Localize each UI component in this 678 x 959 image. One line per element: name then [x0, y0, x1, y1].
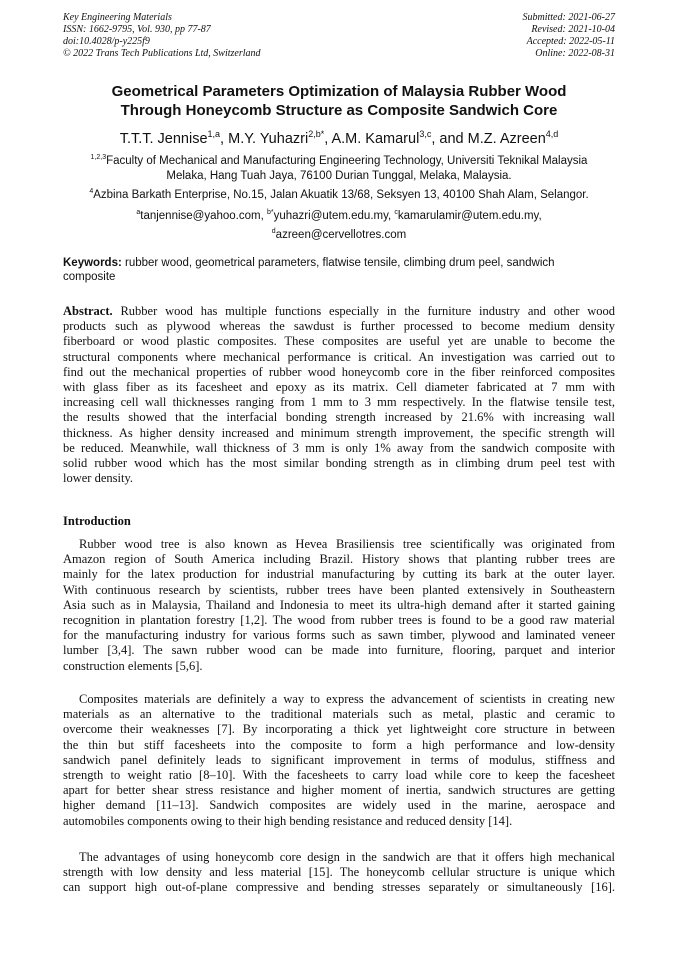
abstract-line: thickness. As higher density increased and minimum strength improvement, the specific strength will	[63, 425, 615, 440]
affiliation-sup: 4	[89, 188, 94, 195]
keywords-text: composite	[63, 271, 116, 283]
affiliation-line: Faculty of Mechanical and Manufacturing Engineering Technology, Universiti Teknikal Malaysia	[106, 154, 588, 167]
affiliation	[60, 150, 618, 184]
affiliation	[60, 184, 618, 203]
abstract-line: increasing cell wall thicknesses ranging from 1 mm to 3 mm respectively. In the flatwise tensile test,	[63, 395, 615, 410]
abstract-label: Abstract.	[63, 304, 113, 318]
journal-copyright: © 2022 Trans Tech Publications Ltd, Switzerland	[63, 48, 261, 59]
affiliation-line: Melaka, Hang Tuah Jaya, 76100 Durian Tunggal, Melaka, Malaysia.	[166, 169, 512, 182]
paragraph-line: automobiles components owing to their high bending resistance and reduced density [14].	[63, 813, 513, 828]
journal-info	[63, 12, 261, 60]
paragraph-line: for the manufacturing industry for various forms such as sawn timber, plywood and laminated veneer	[63, 628, 615, 643]
email-list: $^a$tanjennise@yahoo.com, $^{b*}$yuhazri@utem.edu.my, $^c$kamarulamir@utem.edu.my, $^d$azreen@cervellotres.com	[136, 209, 542, 241]
keywords-text: rubber wood, geometrical parameters, flatwise tensile, climbing drum peel, sandwich	[121, 257, 555, 269]
abstract-line: products such as plywood whereas the sawdust is further processed to become medium density	[63, 319, 615, 334]
paragraph-line: the thin but stiff facesheets into the composite to form a high performance and low-density	[63, 737, 615, 752]
paragraph-line: strength to weight ratio [8–10]. With the facesheets to carry load while core to keep the facesheet	[63, 768, 615, 783]
date-revised: Revised: 2021-10-04	[531, 24, 615, 35]
paragraph-line: mainly for the latex production for industrial manufacturing by cutting its bark at the outer layer.	[63, 567, 615, 582]
submission-dates	[523, 12, 616, 60]
abstract-line: lower density.	[63, 471, 134, 486]
paragraph-line: Rubber wood tree is also known as Hevea Brasiliensis tree scientifically was originated from	[79, 537, 615, 551]
abstract-line: structural components where mechanical performance is critical. An investigation was carried out to	[63, 349, 615, 364]
paragraph-line: can support high out-of-plane compressive and bending stresses separately or simultaneously [16].	[63, 880, 615, 895]
paragraph-line: Composites materials are definitely a way to express the advancement of scientists in creating new	[79, 692, 615, 706]
title-line: Through Honeycomb Structure as Composite Sandwich Core	[120, 102, 558, 119]
abstract-line: fiberboard or wood plastic composites. These composites are useful yet are unable to become the	[63, 334, 615, 349]
paragraph-line: materials as an alternative to the traditional materials such as metal, plastic and ceramic to	[63, 707, 615, 722]
abstract-line: be reduced. Meanwhile, wall thickness of 3 mm is only 1% away from the sandwich composite with	[63, 440, 615, 455]
date-accepted: Accepted: 2022-05-11	[526, 36, 615, 47]
paragraph-line: apart for better shear stress resistance and higher moment of inertia, sandwich structures are getting	[63, 783, 615, 798]
title-line: Geometrical Parameters Optimization of Malaysia Rubber Wood	[111, 83, 567, 100]
paragraph-line: overcome their weaknesses [7]. By incorporating a thick yet lightweight core structure in between	[63, 722, 615, 737]
email-link[interactable]: azreen@cervellotres.com	[275, 228, 407, 241]
paragraph-line: recognition in plantation forestry [1,2]. The wood from rubber trees is found to be a good raw material	[63, 613, 615, 628]
abstract-line: find out the mechanical properties of rubber wood honeycomb core in the fiber reinforced composites	[63, 364, 615, 379]
paragraph-line: strength with low density and less material [15]. The honeycomb cellular structure is unique which	[63, 865, 615, 880]
journal-doi: doi:10.4028/p-y225f9	[63, 36, 150, 47]
paragraph-line: Asia such as in Malaysia, Thailand and Indonesia to meet its ultra-high demand after it started gaining	[63, 597, 615, 612]
paragraph	[63, 537, 615, 674]
abstract-line: with glass fiber as its facesheet and epoxy as its matrix. Cell diameter fabricated at 7 mm with	[63, 380, 615, 395]
keywords-label: Keywords:	[63, 257, 122, 269]
paragraph	[63, 692, 615, 829]
author-separator: ,	[324, 130, 332, 147]
author-separator: , and	[431, 130, 468, 147]
author-name: M.Y. Yuhazri	[228, 130, 309, 147]
paragraph-line: higher demand [11–13]. Sandwich composites are widely used in the marine, aerospace and	[63, 798, 615, 813]
author-name: T.T.T. Jennise	[119, 130, 208, 147]
author-separator: ,	[220, 130, 229, 147]
email-link[interactable]: tanjennise@yahoo.com,	[140, 209, 267, 222]
paragraph	[63, 850, 615, 896]
paragraph-line: lumber [3,4]. The sawn rubber wood can be made into furniture, flooring, parquet and interior	[63, 643, 615, 658]
paragraph-line: Amazon region of South America including Brazil. History shows that planting rubber trees are	[63, 552, 615, 567]
paragraph-line: construction elements [5,6].	[63, 658, 203, 673]
date-online: Online: 2022-08-31	[535, 48, 615, 59]
journal-issn: ISSN: 1662-9795, Vol. 930, pp 77-87	[63, 24, 211, 35]
author-list	[20, 125, 658, 148]
date-submitted: Submitted: 2021-06-27	[522, 12, 615, 23]
keywords	[63, 256, 615, 284]
email-link[interactable]: kamarulamir@utem.edu.my,	[397, 209, 542, 222]
author-name: M.Z. Azreen	[467, 130, 546, 147]
affiliation-line: Azbina Barkath Enterprise, No.15, Jalan Akuatik 13/68, Seksyen 13, 40100 Shah Alam, Selangor.	[93, 188, 589, 201]
affiliation-sup: 1,2,3	[90, 154, 107, 161]
section-heading: Introduction	[63, 514, 131, 528]
paper-title	[40, 82, 638, 120]
journal-name: Key Engineering Materials	[63, 12, 172, 23]
paragraph-line: With continuous research by scientists, rubber trees have been planted extensively in Southeastern	[63, 582, 615, 597]
author-sup: 1,a	[207, 129, 221, 139]
abstract-text: Rubber wood has multiple functions especially in the furniture industry and other wood	[112, 304, 615, 318]
paragraph-line: The advantages of using honeycomb core design in the sandwich are that it offers high mechanical	[79, 850, 615, 864]
author-sup: 4,d	[545, 129, 559, 139]
abstract	[63, 304, 615, 486]
author-sup: 2,b*	[308, 129, 325, 139]
abstract-line: the results showed that the interfacial bonding strength increased by 21.6% with increasing wall	[63, 410, 615, 425]
abstract-line: solid rubber wood which has the most similar bonding strength as in climbing drum peel test with	[63, 456, 615, 471]
author-sup: 3,c	[419, 129, 432, 139]
author-name: A.M. Kamarul	[331, 130, 420, 147]
email-link[interactable]: yuhazri@utem.edu.my,	[273, 209, 395, 222]
paragraph-line: sandwich panel definitely leads to significant improvement in terms of modulus, stiffness and	[63, 752, 615, 767]
